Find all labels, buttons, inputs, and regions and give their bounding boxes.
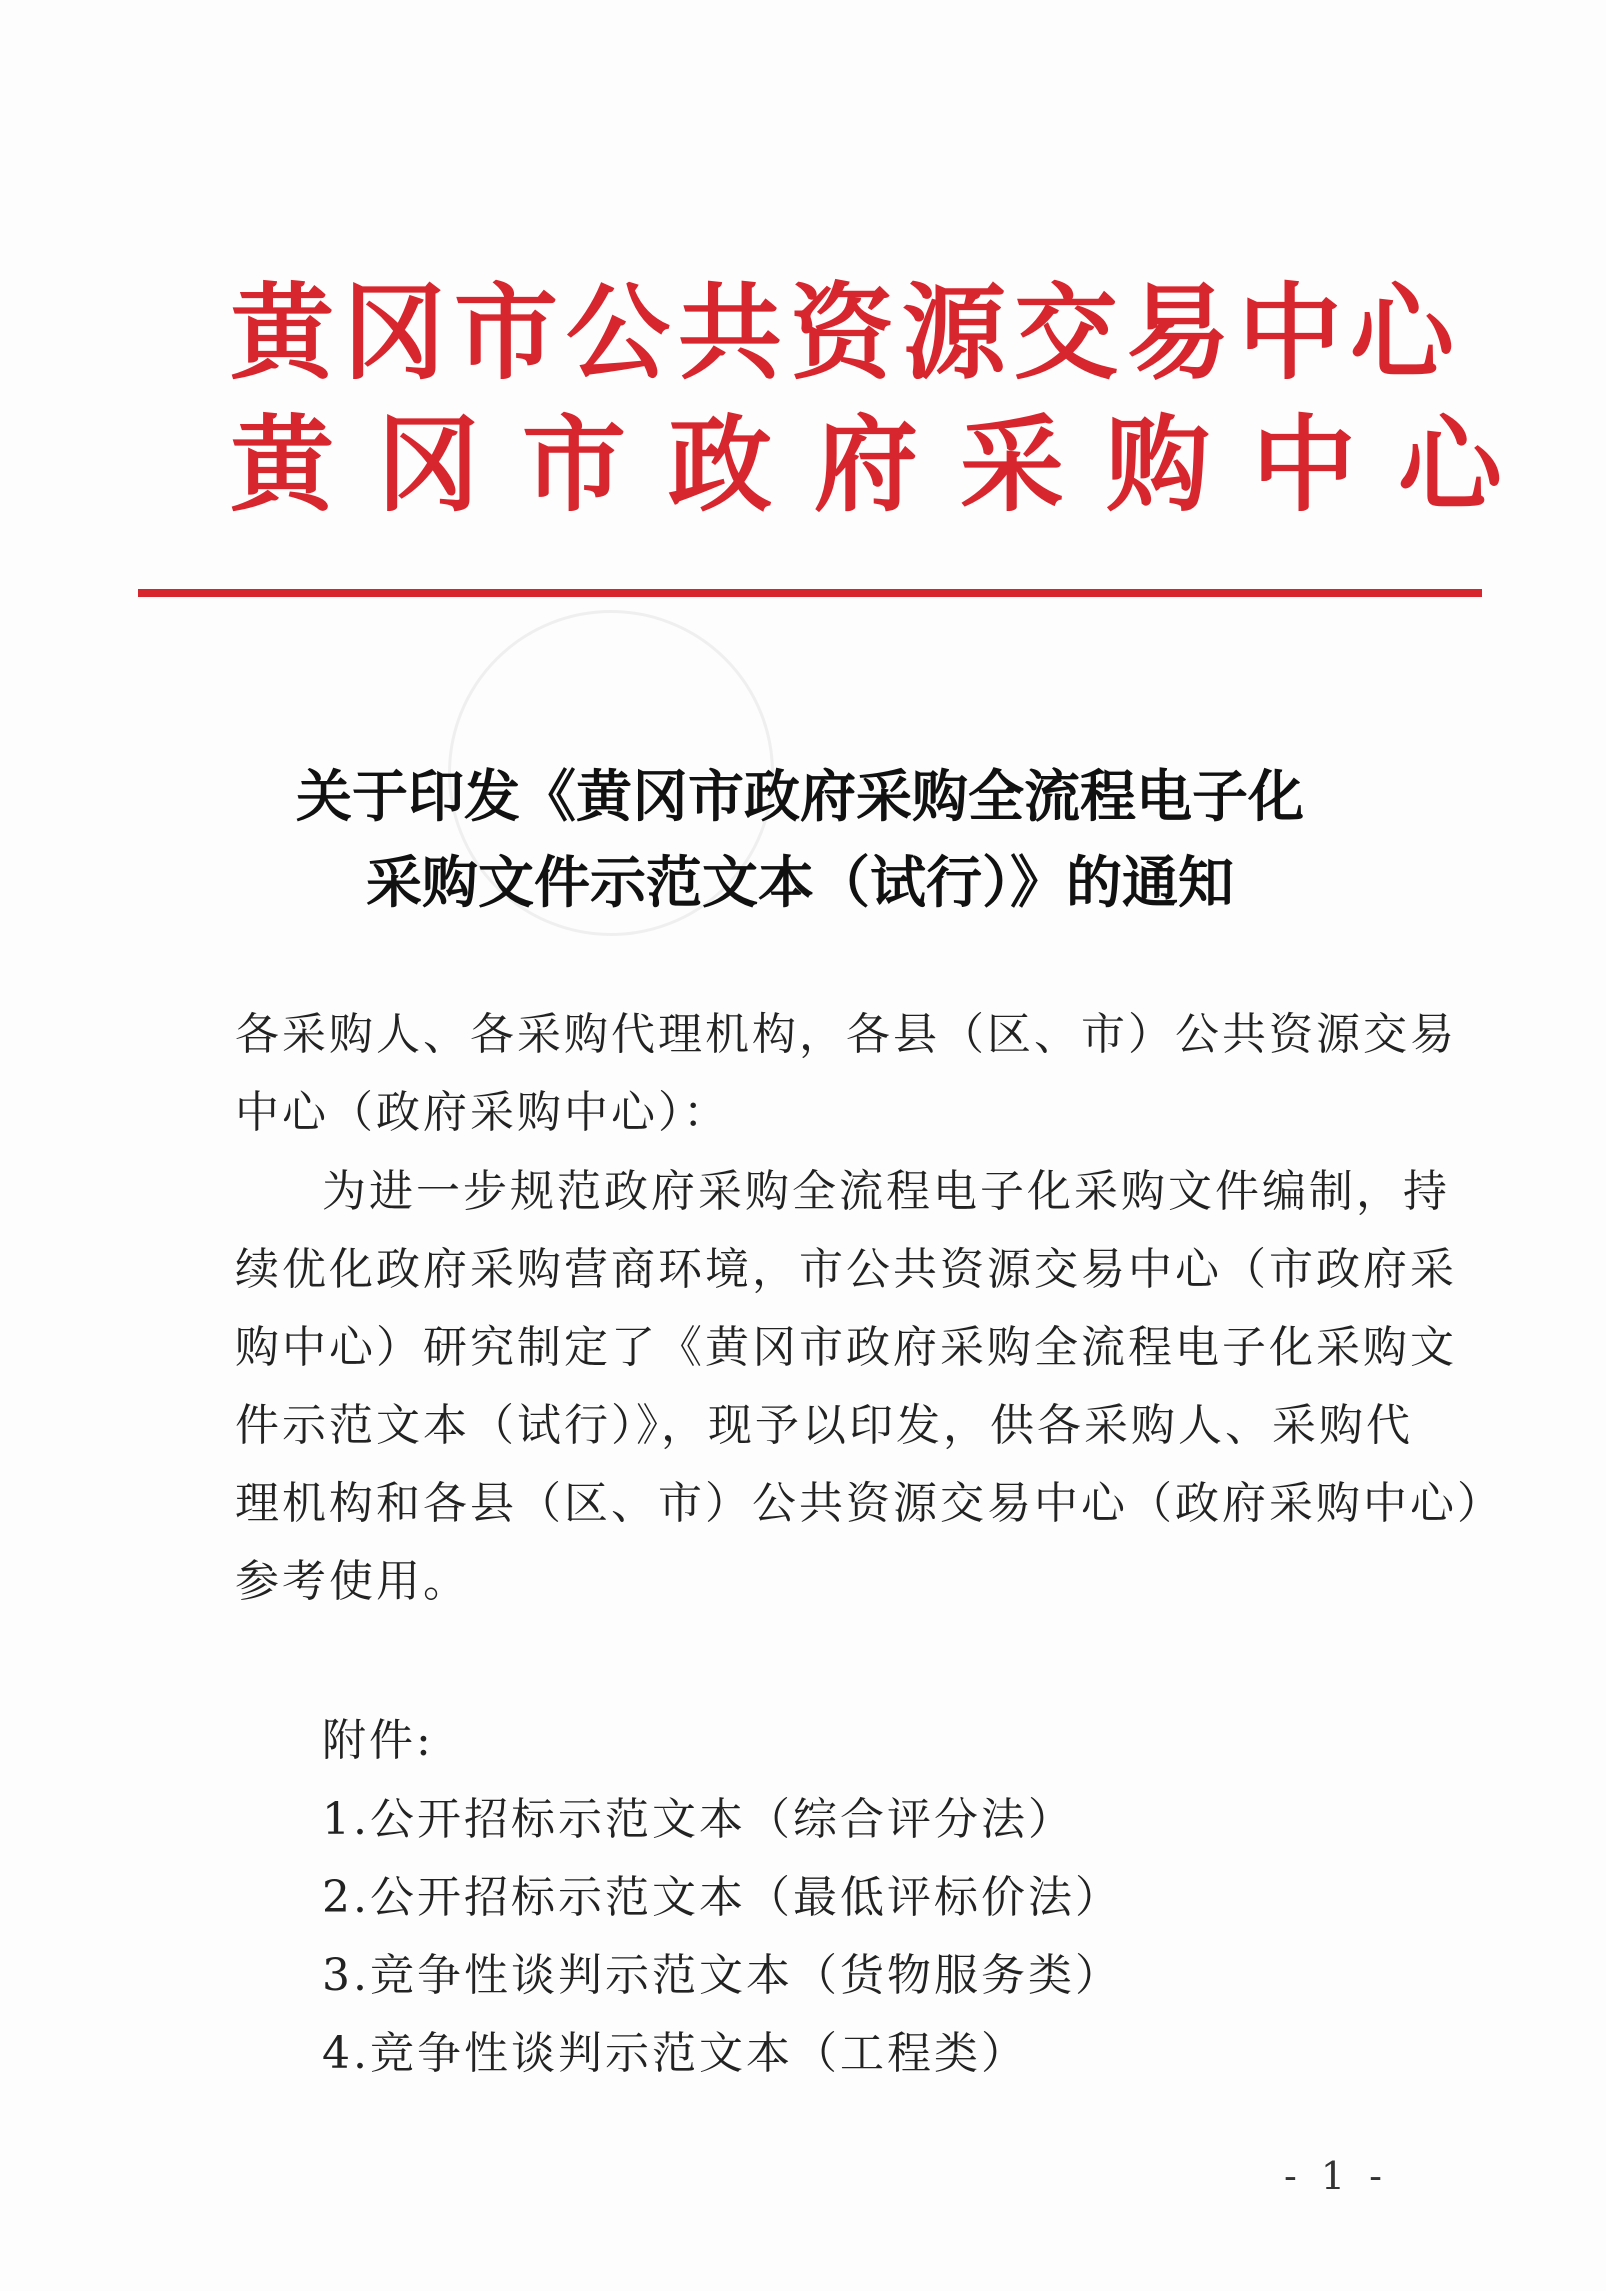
attachment-item: 3.竞争性谈判示范文本（货物服务类） xyxy=(322,1950,1122,2001)
body-paragraph-line: 为进一步规范政府采购全流程电子化采购文件编制，持 xyxy=(322,1166,1450,1217)
addressee-line-2: 中心（政府采购中心）： xyxy=(235,1087,730,1138)
body-paragraph-line: 件示范文本（试行）》，现予以印发，供各采购人、采购代 xyxy=(235,1400,1413,1451)
red-divider-line xyxy=(138,589,1482,597)
attachment-item: 4.竞争性谈判示范文本（工程类） xyxy=(322,2028,1028,2079)
body-paragraph-line: 参考使用。 xyxy=(235,1556,470,1607)
attachment-item: 2.公开招标示范文本（最低评标价法） xyxy=(322,1872,1122,1923)
body-paragraph-line: 购中心）研究制定了《黄冈市政府采购全流程电子化采购文 xyxy=(235,1322,1457,1373)
body-paragraph-line: 理机构和各县（区、市）公共资源交易中心（政府采购中心） xyxy=(235,1478,1504,1529)
document-title-line-2: 采购文件示范文本（试行）》的通知 xyxy=(366,850,1234,916)
attachment-item: 1.公开招标示范文本（综合评分法） xyxy=(322,1794,1075,1845)
body-paragraph-line: 续优化政府采购营商环境，市公共资源交易中心（市政府采 xyxy=(235,1244,1457,1295)
document-title-line-1: 关于印发《黄冈市政府采购全流程电子化 xyxy=(296,764,1304,830)
attachments-label: 附件: xyxy=(322,1715,434,1766)
addressee-line-1: 各采购人、各采购代理机构，各县（区、市）公共资源交易 xyxy=(235,1009,1457,1060)
letterhead-line-2: 黄冈市政府采购中心 xyxy=(230,403,1545,526)
letterhead-line-1: 黄冈市公共资源交易中心 xyxy=(230,271,1463,394)
page-number: - 1 - xyxy=(1284,2154,1389,2198)
